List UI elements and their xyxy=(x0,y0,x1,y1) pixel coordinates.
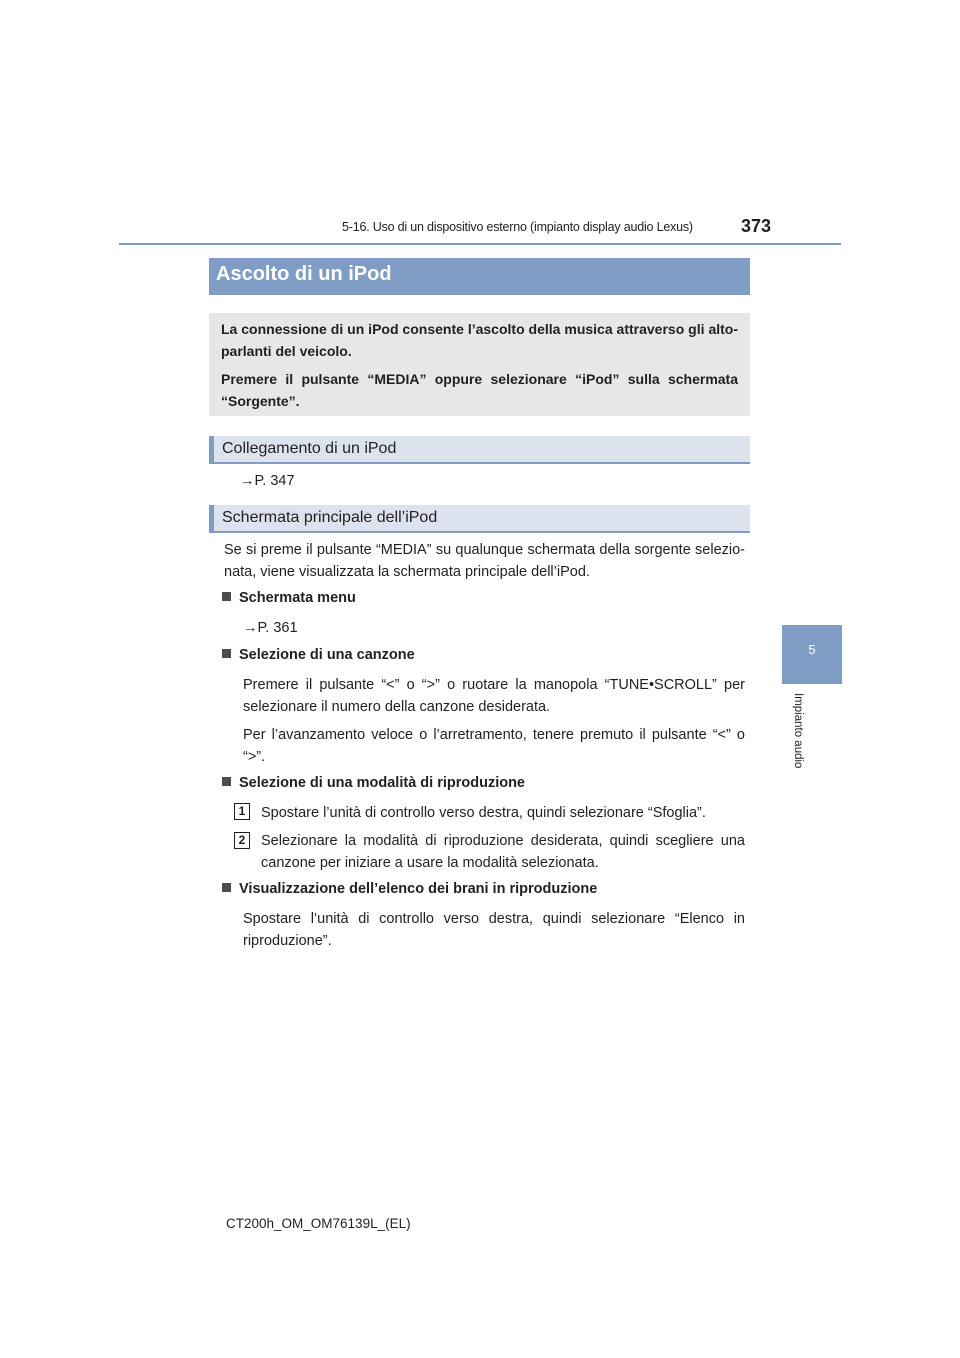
main-screen-intro: Se si preme il pulsante “MEDIA” su qualunque schermata della sorgente selezio-nata, viene visualizzata la schermata principale dell’iPod. xyxy=(224,542,745,580)
step-number: 2 xyxy=(234,832,250,849)
document-code: CT200h_OM_OM76139L_(EL) xyxy=(226,1216,411,1231)
page-reference-connect: →P. 347 xyxy=(240,473,295,489)
square-bullet-icon xyxy=(222,649,231,658)
section-heading-connect: Collegamento di un iPod xyxy=(209,436,750,464)
square-bullet-icon xyxy=(222,777,231,786)
subheading-playback-mode: Selezione di una modalità di riproduzione xyxy=(222,775,525,791)
subheading-menu: Schermata menu xyxy=(222,590,356,606)
step-text: Selezionare la modalità di riproduzione desiderata, quindi scegliere una canzone per iniziare a usare la modalità selezionata. xyxy=(261,833,745,871)
chapter-tab: 5 xyxy=(782,625,842,684)
header-rule xyxy=(119,243,841,245)
section-heading-main-screen: Schermata principale dell’iPod xyxy=(209,505,750,533)
subheading-now-playing: Visualizzazione dell’elenco dei brani in riproduzione xyxy=(222,881,597,897)
intro-paragraph: Premere il pulsante “MEDIA” oppure selezionare “iPod” sulla schermata “Sorgente”. xyxy=(221,371,738,409)
subheading-song-select: Selezione di una canzone xyxy=(222,647,415,663)
now-playing-paragraph: Spostare l’unità di controllo verso destra, quindi selezionare “Elenco in riproduzione”. xyxy=(243,911,745,949)
intro-box xyxy=(209,313,750,416)
square-bullet-icon xyxy=(222,883,231,892)
song-select-paragraph: Per l’avanzamento veloce o l’arretramento, tenere premuto il pulsante “<” o “>”. xyxy=(243,727,745,765)
square-bullet-icon xyxy=(222,592,231,601)
running-head: 5-16. Uso di un dispositivo esterno (impianto display audio Lexus) xyxy=(342,220,693,234)
step-text: Spostare l’unità di controllo verso destra, quindi selezionare “Sfoglia”. xyxy=(261,805,706,821)
page-number: 373 xyxy=(741,216,772,236)
step-number: 1 xyxy=(234,803,250,820)
chapter-label: Impianto audio xyxy=(792,693,804,769)
intro-paragraph: La connessione di un iPod consente l’ascolto della musica attraverso gli alto-parlanti del veicolo. xyxy=(221,321,738,359)
page-reference-menu: →P. 361 xyxy=(243,620,298,636)
page-title: Ascolto di un iPod xyxy=(209,258,750,295)
song-select-paragraph: Premere il pulsante “<” o “>” o ruotare la manopola “TUNE•SCROLL” per selezionare il numero della canzone desiderata. xyxy=(243,677,745,715)
